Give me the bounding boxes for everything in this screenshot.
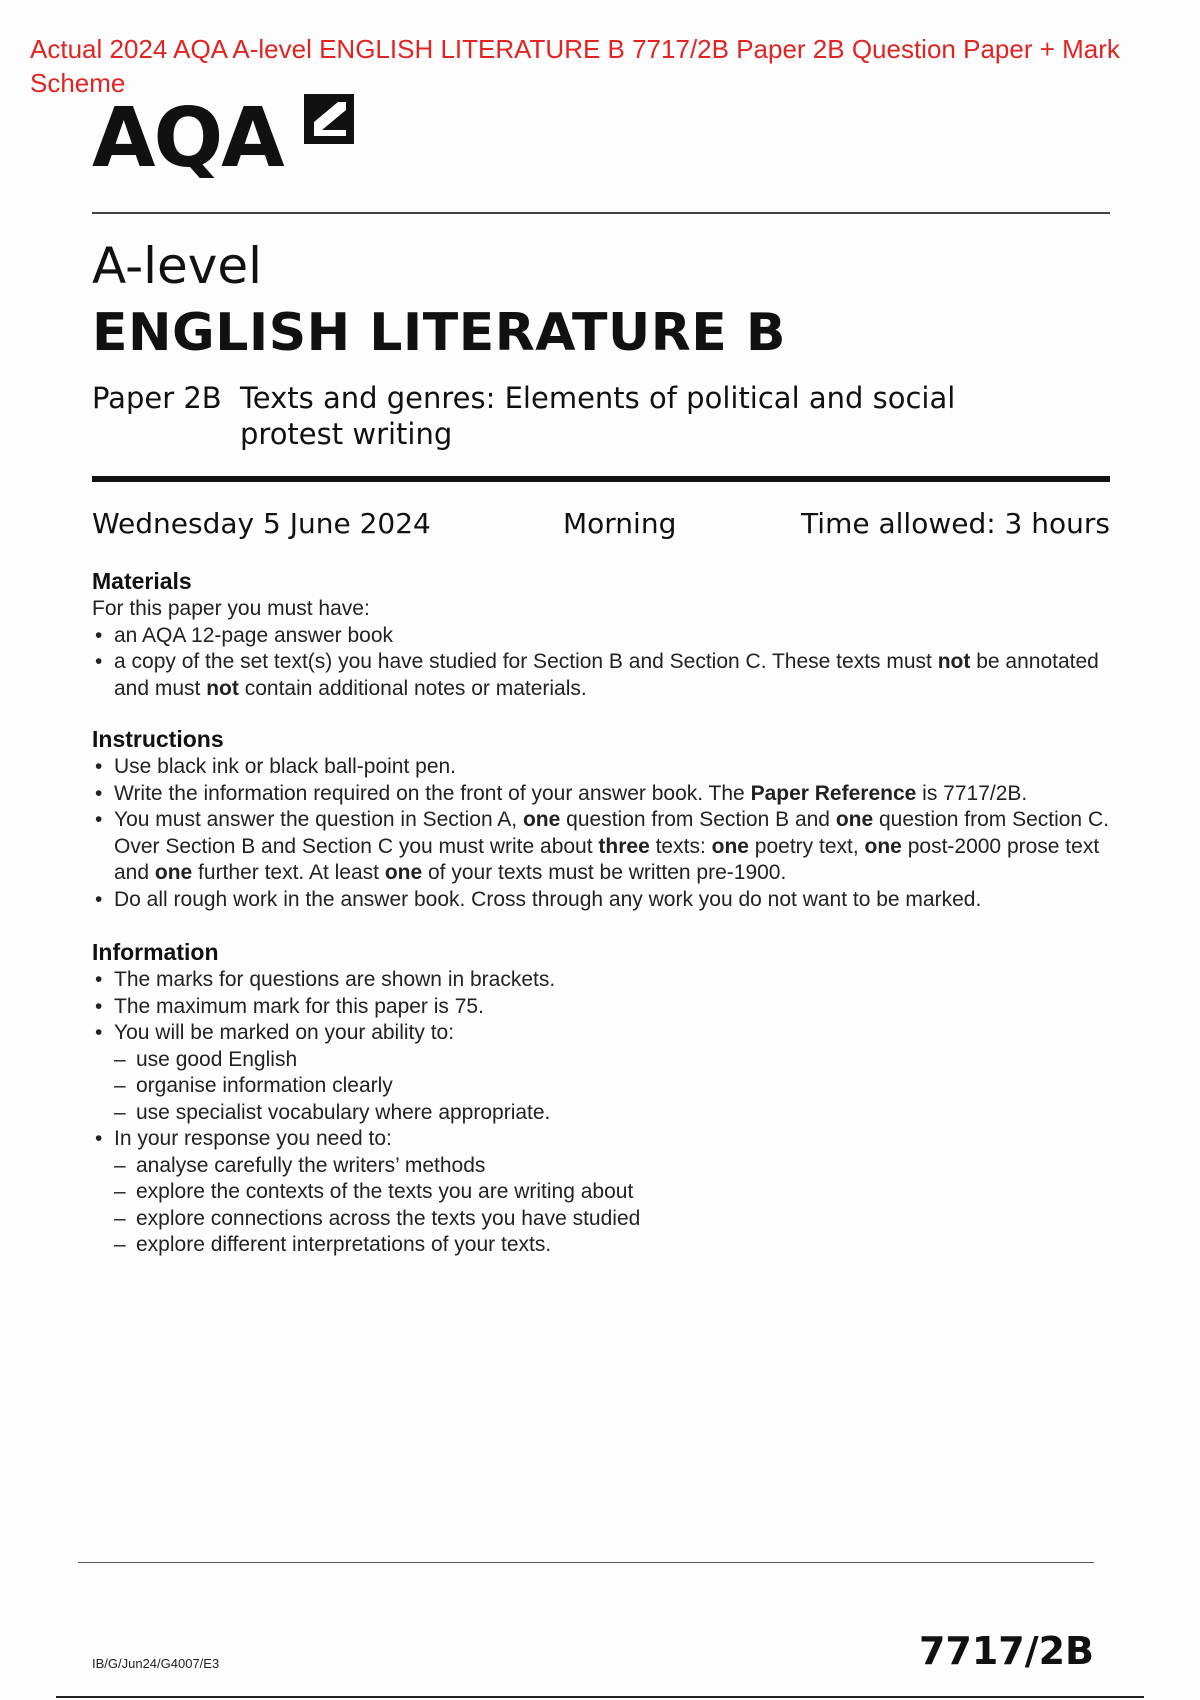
information-item: • You will be marked on your ability to:	[92, 1020, 1112, 1047]
response-item: – explore different interpretations of your texts.	[92, 1232, 1112, 1259]
header-divider	[92, 212, 1110, 214]
aqa-tick-logo-icon	[300, 88, 358, 148]
information-list	[92, 967, 1112, 1259]
materials-item: • an AQA 12-page answer book	[92, 623, 1112, 650]
exam-session: Morning	[563, 507, 677, 540]
instructions-heading: Instructions	[92, 726, 224, 752]
instructions-item: • Use black ink or black ball-point pen.	[92, 754, 1112, 781]
instructions-item: • Do all rough work in the answer book. Cross through any work you do not want to be marked.	[92, 887, 1112, 914]
information-item: • The marks for questions are shown in brackets.	[92, 967, 1112, 994]
instructions-item: • You must answer the question in Section A, one question from Section B and one question from Section C. Over Section B and Section C you must write about three texts: one poetry text, one post-2000 prose text and one further text. At least one of your texts must be written pre-1900.	[92, 807, 1112, 887]
aqa-logo-text: AQA	[92, 91, 283, 186]
footer-paper-reference: 7717/2B	[918, 1629, 1094, 1673]
title-divider	[92, 476, 1110, 482]
information-heading: Information	[92, 939, 219, 965]
paper-code: Paper 2B	[92, 381, 222, 415]
instructions-list	[92, 754, 1112, 913]
materials-item: • a copy of the set text(s) you have studied for Section B and Section C. These texts must not be annotated and must not contain additional notes or materials.	[92, 649, 1112, 702]
exam-date: Wednesday 5 June 2024	[92, 507, 431, 540]
ability-item: – organise information clearly	[92, 1073, 1112, 1100]
instructions-item: • Write the information required on the front of your answer book. The Paper Reference is 7717/2B.	[92, 781, 1112, 808]
information-item: • The maximum mark for this paper is 75.	[92, 994, 1112, 1021]
qualification-level: A-level	[92, 237, 263, 295]
footer-document-code: IB/G/Jun24/G4007/E3	[92, 1656, 220, 1671]
subject-title: ENGLISH LITERATURE B	[92, 303, 786, 363]
materials-section	[92, 566, 1112, 702]
response-item: – explore the contexts of the texts you are writing about	[92, 1179, 1112, 1206]
document-banner-title: Actual 2024 AQA A-level ENGLISH LITERATURE B 7717/2B Paper 2B Question Paper + Mark Scheme	[30, 34, 1120, 98]
response-item: – analyse carefully the writers’ methods	[92, 1153, 1112, 1180]
page-bottom-rule	[56, 1696, 1144, 1698]
materials-list	[92, 623, 1112, 703]
time-allowed: Time allowed: 3 hours	[801, 507, 1110, 540]
ability-item: – use specialist vocabulary where appropriate.	[92, 1100, 1112, 1127]
information-item: • In your response you need to:	[92, 1126, 1112, 1153]
ability-item: – use good English	[92, 1047, 1112, 1074]
footer-divider	[78, 1562, 1094, 1563]
instructions-section	[92, 724, 1112, 913]
materials-intro: For this paper you must have:	[92, 597, 370, 620]
aqa-logo	[92, 88, 392, 186]
response-item: – explore connections across the texts you have studied	[92, 1206, 1112, 1233]
paper-title: Texts and genres: Elements of political and social protest writing	[240, 381, 956, 451]
materials-heading: Materials	[92, 568, 192, 594]
information-section	[92, 937, 1112, 1259]
